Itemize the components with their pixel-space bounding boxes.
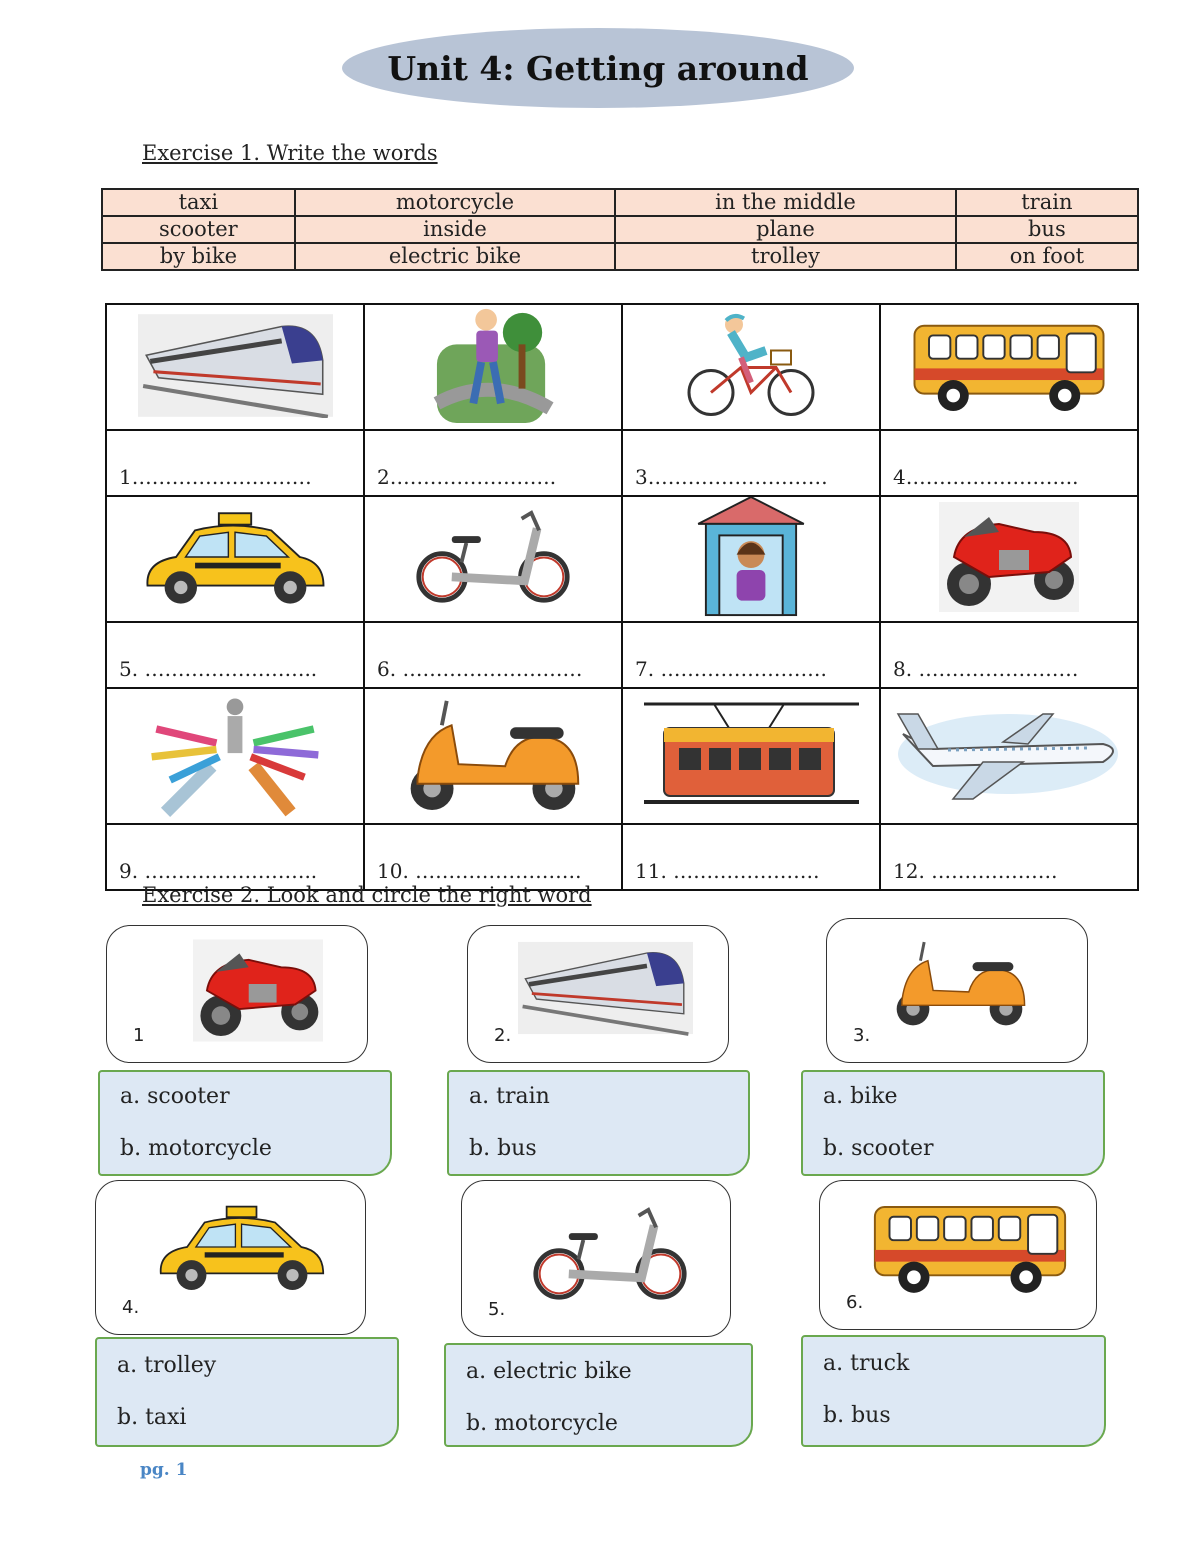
answer-blank[interactable]: 11. ………………….: [622, 824, 880, 890]
word-bank-cell: inside: [295, 216, 616, 243]
word-bank-table: [101, 188, 1139, 271]
motorcycle-image: [880, 496, 1138, 622]
title-banner: [342, 28, 854, 108]
trolley-image: [622, 688, 880, 824]
option-b[interactable]: b. motorcycle: [466, 1411, 618, 1436]
train-image: [106, 304, 364, 430]
options-box-2: [447, 1070, 750, 1176]
arrows-middle-image: [106, 688, 364, 824]
taxi-image: [152, 1197, 332, 1297]
answer-blank[interactable]: 10. …………………….: [364, 824, 622, 890]
answer-blank[interactable]: 2…………………….: [364, 430, 622, 496]
answer-blank[interactable]: 7. …………………….: [622, 622, 880, 688]
question-number: 1: [133, 1025, 145, 1046]
bus-image: [880, 304, 1138, 430]
answer-blank[interactable]: 6. ………………………: [364, 622, 622, 688]
word-bank-cell: taxi: [102, 189, 295, 216]
scooter-image: [364, 688, 622, 824]
option-b[interactable]: b. bus: [469, 1136, 537, 1161]
options-box-6: [801, 1335, 1106, 1447]
word-bank-cell: plane: [615, 216, 956, 243]
option-b[interactable]: b. motorcycle: [120, 1136, 272, 1161]
word-bank-cell: scooter: [102, 216, 295, 243]
word-bank-cell: trolley: [615, 243, 956, 270]
option-a[interactable]: a. truck: [823, 1351, 910, 1376]
word-bank-cell: on foot: [956, 243, 1138, 270]
option-b[interactable]: b. bus: [823, 1403, 891, 1428]
options-box-3: [801, 1070, 1105, 1176]
option-a[interactable]: a. electric bike: [466, 1359, 632, 1384]
options-box-4: [95, 1337, 399, 1447]
question-card-1: [106, 925, 368, 1063]
question-number: 2.: [494, 1025, 512, 1046]
word-bank-cell: motorcycle: [295, 189, 616, 216]
option-a[interactable]: a. bike: [823, 1084, 898, 1109]
answer-blank[interactable]: 3………………………: [622, 430, 880, 496]
answer-blank[interactable]: 9. ……………………..: [106, 824, 364, 890]
cyclist-image: [622, 304, 880, 430]
answer-blank[interactable]: 1………………………: [106, 430, 364, 496]
motorcycle-image: [193, 938, 323, 1043]
answer-blank[interactable]: 5. ……………………..: [106, 622, 364, 688]
taxi-image: [106, 496, 364, 622]
train-image: [518, 938, 693, 1038]
option-a[interactable]: a. scooter: [120, 1084, 230, 1109]
exercise1-heading: Exercise 1. Write the words: [142, 141, 438, 165]
question-number: 6.: [846, 1292, 864, 1313]
question-number: 4.: [122, 1297, 140, 1318]
question-card-3: [826, 918, 1088, 1063]
answer-blank[interactable]: 8. ……………………: [880, 622, 1138, 688]
answer-blank[interactable]: 4……………………..: [880, 430, 1138, 496]
question-number: 5.: [488, 1299, 506, 1320]
option-a[interactable]: a. train: [469, 1084, 550, 1109]
bus-image: [870, 1197, 1070, 1297]
question-card-6: [819, 1180, 1097, 1330]
electric-bike-image: [530, 1197, 690, 1312]
plane-image: [880, 688, 1138, 824]
question-card-4: [95, 1180, 366, 1335]
electric-bike-image: [364, 496, 622, 622]
option-b[interactable]: b. scooter: [823, 1136, 934, 1161]
word-bank-cell: by bike: [102, 243, 295, 270]
girl-inside-box-image: [622, 496, 880, 622]
answer-blank[interactable]: 12. ……………….: [880, 824, 1138, 890]
picture-grid: [105, 303, 1139, 891]
option-b[interactable]: b. taxi: [117, 1405, 187, 1430]
options-box-5: [444, 1343, 753, 1447]
word-bank-row: [102, 216, 1138, 243]
scooter-image: [887, 933, 1032, 1033]
question-card-2: [467, 925, 729, 1063]
page-number: pg. 1: [140, 1460, 188, 1480]
word-bank-row: [102, 189, 1138, 216]
word-bank-cell: bus: [956, 216, 1138, 243]
exercise2-heading: Exercise 2. Look and circle the right word: [142, 883, 592, 907]
options-box-1: [98, 1070, 392, 1176]
word-bank-row: [102, 243, 1138, 270]
word-bank-cell: train: [956, 189, 1138, 216]
question-number: 3.: [853, 1025, 871, 1046]
walking-boy-image: [364, 304, 622, 430]
question-card-5: [461, 1180, 731, 1337]
option-a[interactable]: a. trolley: [117, 1353, 217, 1378]
word-bank-cell: electric bike: [295, 243, 616, 270]
word-bank-cell: in the middle: [615, 189, 956, 216]
page-title: Unit 4: Getting around: [387, 48, 809, 88]
